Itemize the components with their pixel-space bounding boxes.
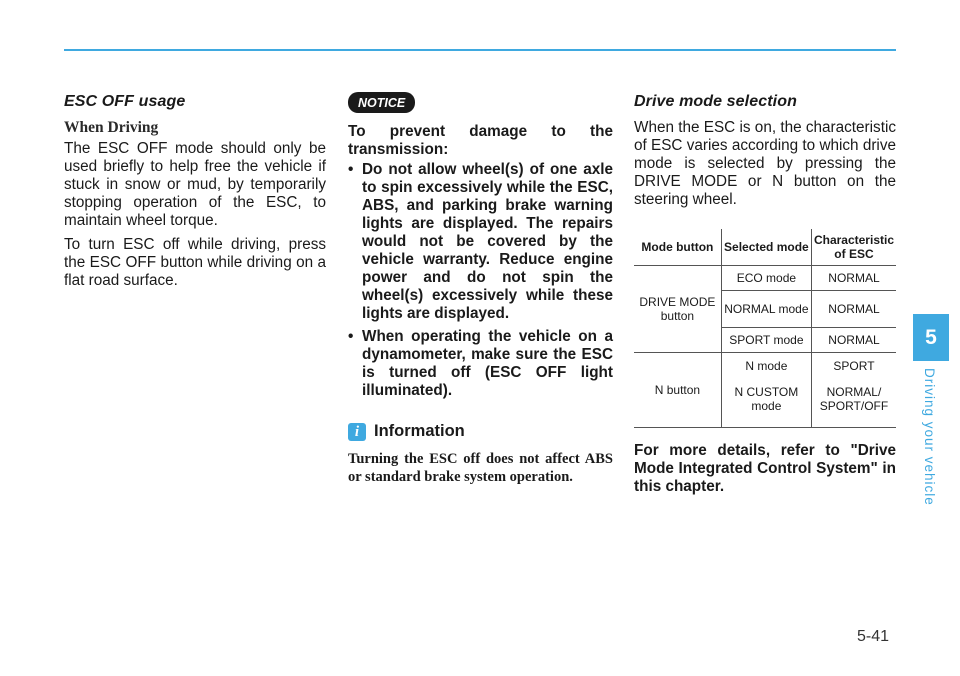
cell-selected-mode: N mode [721, 353, 811, 380]
chapter-tab-label: Driving your vehicle [922, 368, 937, 506]
header-characteristic-of-esc: Characteristic of ESC [811, 229, 896, 266]
cell-esc-characteristic: SPORT [833, 359, 875, 373]
information-body: Turning the ESC off does not affect ABS or standard brake system operation. [348, 451, 613, 485]
notice-bullet-2: • When operating the vehicle on a dynamometer, make sure the ESC is turned off (ESC OFF light illuminated). [348, 328, 613, 400]
cell-esc-characteristic: NORMAL/ SPORT/OFF [819, 385, 889, 413]
group-drive-mode-button: DRIVE MODE button [634, 266, 721, 353]
subheading-when-driving: When Driving [64, 119, 159, 136]
notice-bullet-1: • Do not allow wheel(s) of one axle to spin excessively while the ESC, ABS, and parking brake warning lights are displayed. The repairs would not be covered by the vehicle warranty. Reduce engine power and do not spin the wheel(s) excessively while these lights are displayed. [348, 161, 613, 323]
drive-mode-reference: For more details, refer to "Drive Mode Integrated Control System" in this chapter. [634, 442, 896, 495]
group-n-button: N button [634, 353, 721, 428]
cell-esc-characteristic: NORMAL [811, 266, 896, 291]
cell-selected-mode: N CUSTOM mode [721, 379, 811, 419]
notice-intro: To prevent damage to the transmission: [348, 123, 613, 158]
drive-mode-paragraph: When the ESC is on, the characteristic of ESC varies according to which drive mode is selected by pressing the DRIVE MODE or N button on the steering wheel. [634, 119, 896, 208]
column-notice [348, 88, 613, 486]
information-header [348, 422, 613, 441]
esc-off-paragraph-2: To turn ESC off while driving, press the ESC OFF button while driving on a flat road surface. [64, 236, 326, 289]
page-number: 5-41 [857, 628, 890, 645]
cell-esc-characteristic: NORMAL [811, 291, 896, 328]
cell-selected-mode: NORMAL mode [721, 291, 811, 328]
notice-body [348, 123, 613, 400]
top-rule [64, 49, 896, 51]
section-heading-esc-off-usage: ESC OFF usage [64, 93, 186, 110]
cell-selected-mode: SPORT mode [721, 328, 811, 353]
cell-selected-mode: ECO mode [721, 266, 811, 291]
esc-off-paragraph-1: The ESC OFF mode should only be used briefly to help free the vehicle if stuck in snow or mud, by temporarily stopping operation of the ESC, to maintain wheel torque. [64, 140, 326, 229]
chapter-tab-number: 5 [913, 314, 949, 361]
table-row [634, 353, 896, 380]
table-header-row [634, 229, 896, 266]
notice-list [348, 161, 613, 400]
spacer-cell [811, 419, 896, 428]
header-selected-mode: Selected mode [721, 229, 811, 266]
information-title: Information [374, 422, 465, 440]
table-row [634, 266, 896, 291]
information-icon: i [348, 423, 366, 441]
column-esc-off-usage [64, 88, 326, 296]
spacer-cell [721, 419, 811, 428]
cell-esc-characteristic: NORMAL [811, 328, 896, 353]
column-drive-mode-selection [634, 88, 896, 496]
header-mode-button: Mode button [634, 229, 721, 266]
section-heading-drive-mode-selection: Drive mode selection [634, 93, 797, 110]
drive-mode-esc-table [634, 229, 896, 428]
notice-badge: NOTICE [348, 92, 415, 113]
